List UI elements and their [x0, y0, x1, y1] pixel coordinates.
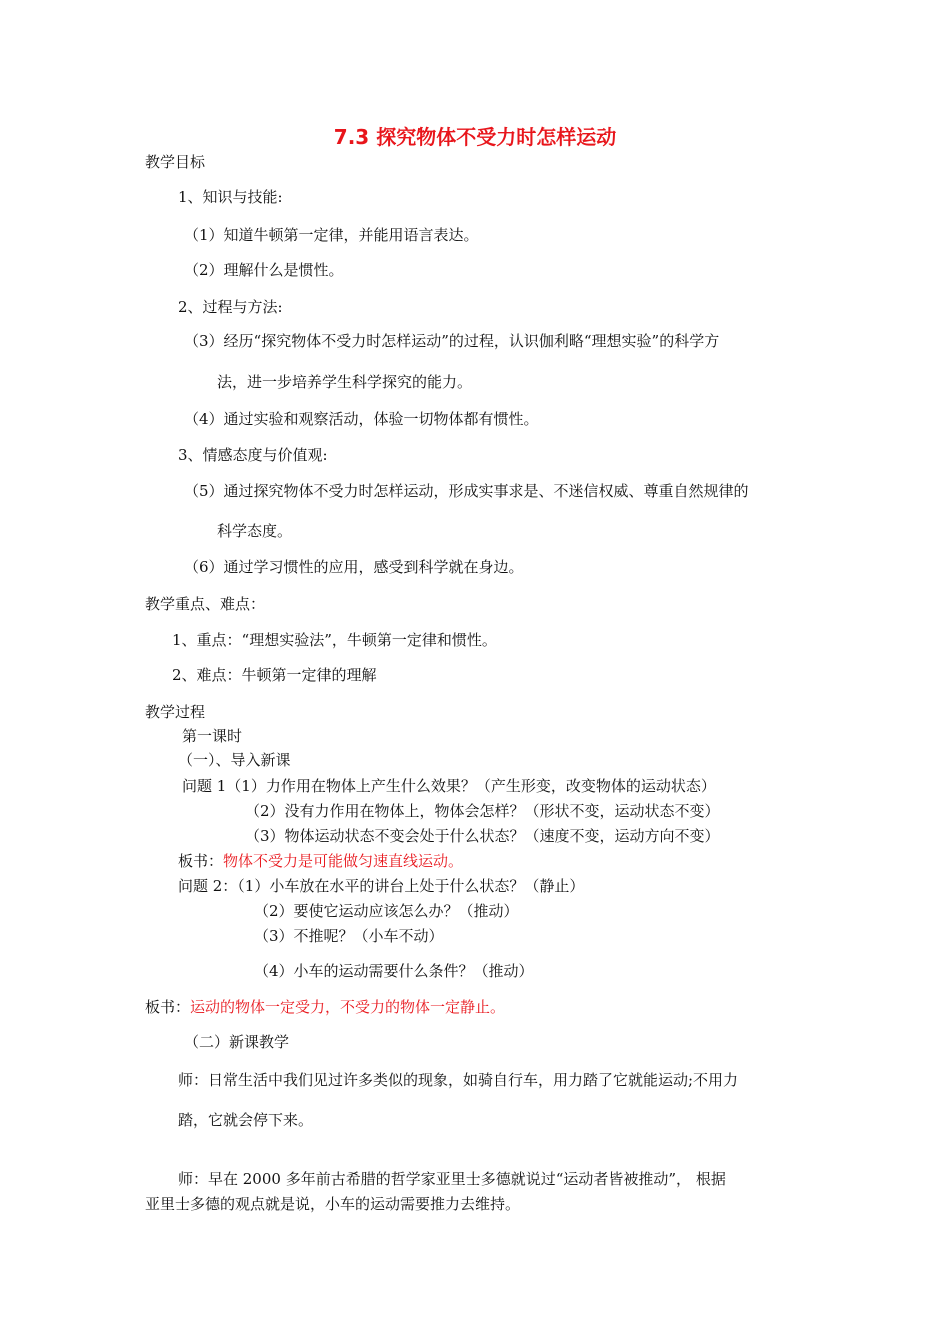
board-note-text: 物体不受力是可能做匀速直线运动。 [223, 852, 464, 870]
goal-item-1: （1）知道牛顿第一定律，并能用语言表达。 [184, 226, 479, 244]
board-note-text: 运动的物体一定受力，不受力的物体一定静止。 [190, 998, 506, 1016]
teacher-paragraph-2-line1: 师：早在 2000 多年前古希腊的哲学家亚里士多德就说过“运动者皆被推动”， 根据 [178, 1170, 726, 1188]
teacher-paragraph-1-line2: 踏，它就会停下来。 [178, 1111, 314, 1129]
goal-section-process: 2、过程与方法: [178, 298, 283, 316]
goal-item-4: （4）通过实验和观察活动，体验一切物体都有惯性。 [184, 410, 539, 428]
board-note-label: 板书： [145, 998, 191, 1016]
question-1-part-3: （3）物体运动状态不变会处于什么状态？（速度不变，运动方向不变） [245, 827, 720, 845]
board-note-2 [145, 997, 505, 1017]
intro-section-heading: （一）、导入新课 [178, 751, 291, 769]
goal-item-5-line2: 科学态度。 [217, 522, 293, 540]
goal-item-5-line1: （5）通过探究物体不受力时怎样运动，形成实事求是、不迷信权威、尊重自然规律的 [184, 482, 749, 500]
goal-section-knowledge: 1、知识与技能: [178, 188, 283, 206]
key-points-heading: 教学重点、难点： [145, 595, 266, 613]
new-lesson-heading: （二）新课教学 [184, 1033, 290, 1051]
question-1-part-1: 问题 1（1）力作用在物体上产生什么效果？（产生形变，改变物体的运动状态） [182, 777, 716, 795]
goal-item-6: （6）通过学习惯性的应用，感受到科学就在身边。 [184, 558, 524, 576]
goals-heading: 教学目标 [145, 153, 206, 171]
question-1-part-2: （2）没有力作用在物体上，物体会怎样？（形状不变，运动状态不变） [245, 802, 720, 820]
difficult-point: 2、难点：牛顿第一定律的理解 [172, 666, 377, 684]
process-heading: 教学过程 [145, 703, 206, 721]
goal-section-attitude: 3、情感态度与价值观: [178, 446, 328, 464]
lesson-label: 第一课时 [182, 727, 243, 745]
teacher-paragraph-1-line1: 师：日常生活中我们见过许多类似的现象，如骑自行车，用力踏了它就能运动;不用力 [178, 1071, 739, 1089]
goal-item-3-line1: （3）经历“探究物体不受力时怎样运动”的过程，认识伽利略“理想实验”的科学方 [184, 332, 720, 350]
question-2-part-4: （4）小车的运动需要什么条件？（推动） [254, 962, 534, 980]
question-2-part-3: （3）不推呢？（小车不动） [254, 927, 444, 945]
board-note-1 [178, 851, 463, 871]
goal-item-3-line2: 法，进一步培养学生科学探究的能力。 [217, 373, 473, 391]
document-title: 7.3 探究物体不受力时怎样运动 [333, 125, 617, 149]
question-2-part-2: （2）要使它运动应该怎么办？（推动） [254, 902, 519, 920]
goal-item-2: （2）理解什么是惯性。 [184, 261, 344, 279]
board-note-label: 板书： [178, 852, 224, 870]
teacher-paragraph-2-line2: 亚里士多德的观点就是说，小车的运动需要推力去维持。 [145, 1195, 521, 1213]
key-point: 1、重点：“理想实验法”，牛顿第一定律和惯性。 [172, 631, 497, 649]
question-2-part-1: 问题 2：（1）小车放在水平的讲台上处于什么状态？（静止） [178, 877, 585, 895]
